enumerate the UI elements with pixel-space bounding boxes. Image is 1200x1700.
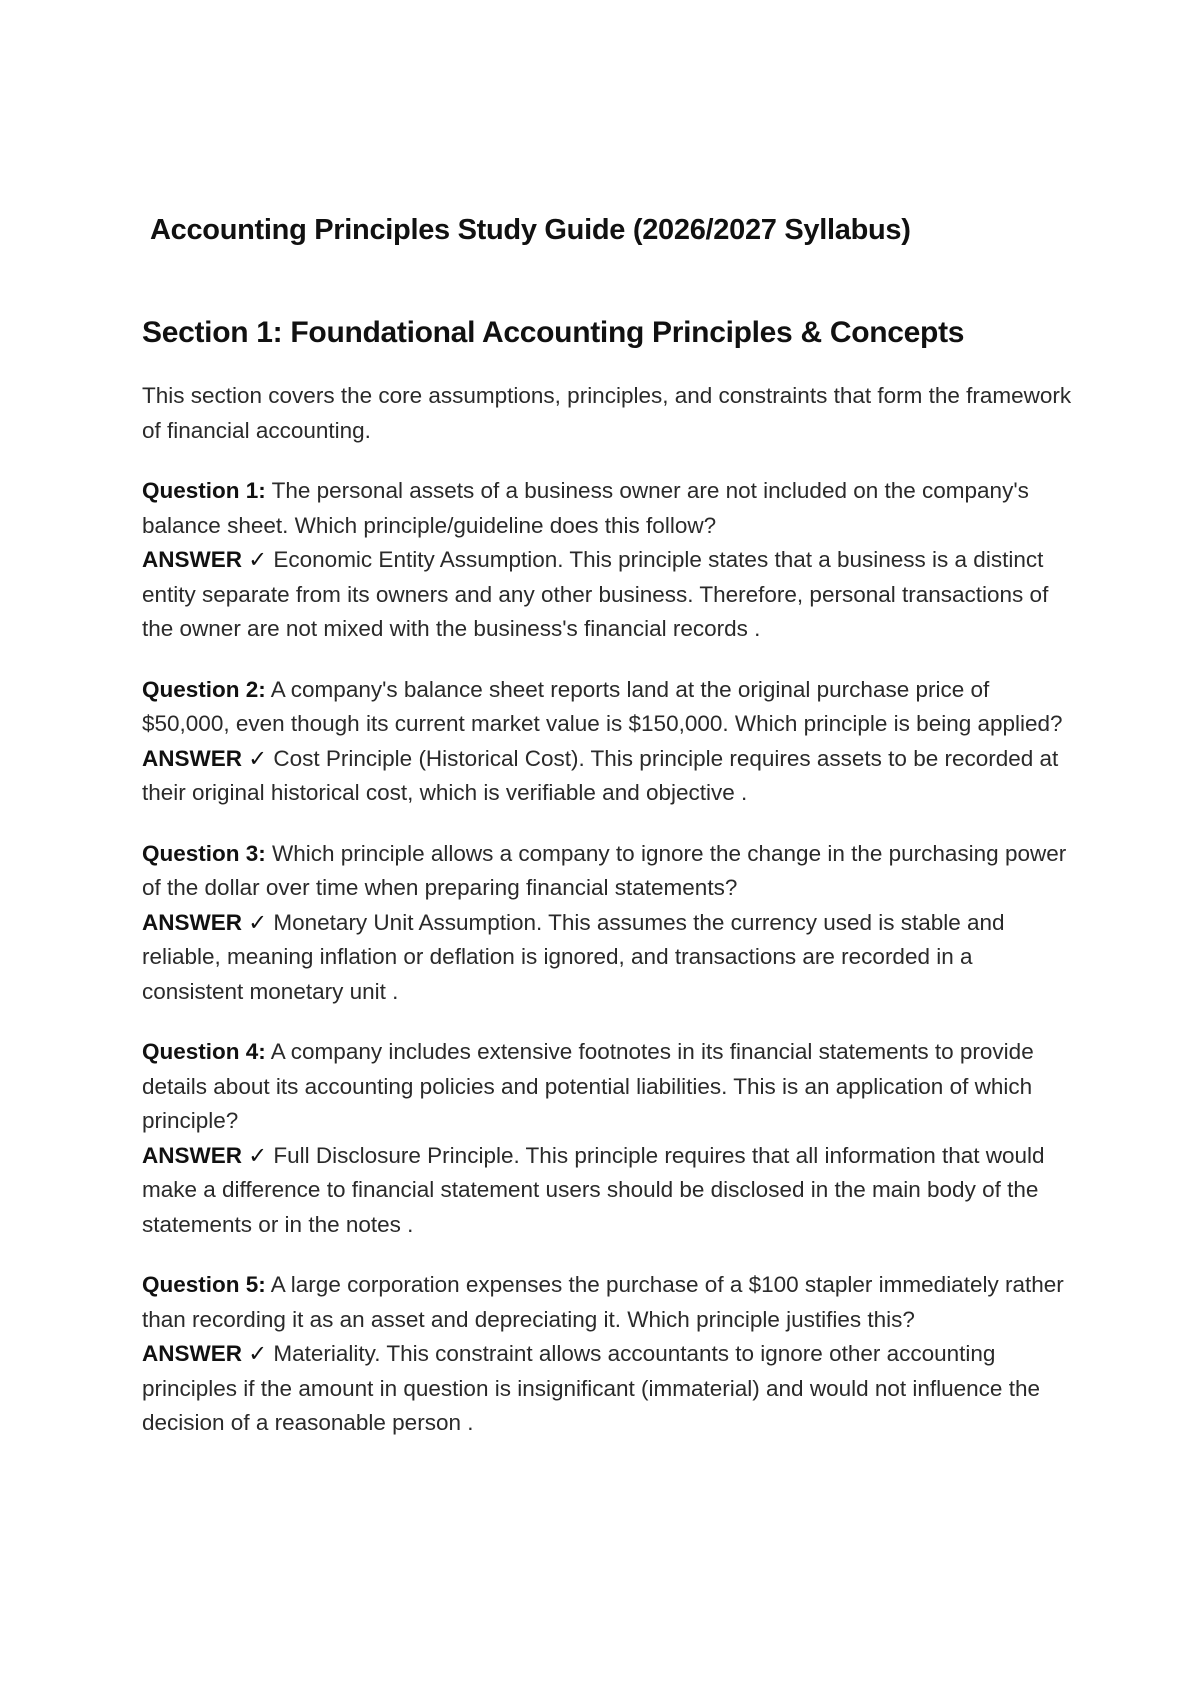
question-text [142, 837, 1077, 906]
answer-body: Cost Principle (Historical Cost). This principle requires assets to be recorded at their original historical cost, which is verifiable and objective . [142, 745, 1059, 805]
section-intro: This section covers the core assumptions, principles, and constraints that form the framework of financial accounting. [142, 383, 1072, 443]
checkmark-icon: ✓ [248, 547, 268, 572]
document-title: Accounting Principles Study Guide (2026/2027 Syllabus) [150, 214, 911, 246]
checkmark-icon: ✓ [248, 1341, 268, 1366]
question-text [142, 474, 1077, 543]
checkmark-icon: ✓ [248, 1142, 268, 1168]
question-text [142, 673, 1077, 742]
checkmark-icon: ✓ [248, 909, 268, 935]
answer-label: ANSWER [142, 745, 242, 771]
question-label: Question 1: [142, 478, 266, 503]
question-label: Question 2: [142, 676, 266, 702]
question-label: Question 5: [142, 1272, 266, 1297]
answer-label: ANSWER [142, 1341, 242, 1366]
question-body: A large corporation expenses the purchase of a $100 stapler immediately rather than recording it as an asset and depreciating it. Which principle justifies this? [142, 1272, 1064, 1332]
question-label: Question 3: [142, 840, 266, 866]
question-body: The personal assets of a business owner are not included on the company's balance sheet. Which principle/guideline does this follow? [142, 478, 1029, 538]
question-body: A company includes extensive footnotes in its financial statements to provide details about its accounting policies and potential liabilities. This is an application of which principle? [142, 1039, 1034, 1133]
answer-text [142, 1139, 1077, 1243]
answer-label: ANSWER [142, 1142, 242, 1168]
question-block-3 [142, 837, 1077, 1010]
answer-body: Economic Entity Assumption. This principle states that a business is a distinct entity separate from its owners and any other business. Therefore, personal transactions of the owner are not mixed with the business's financial records . [142, 547, 1049, 641]
answer-body: Full Disclosure Principle. This principle requires that all information that would make a difference to financial statement users should be disclosed in the main body of the statements or in the notes . [142, 1142, 1045, 1237]
question-text [142, 1035, 1077, 1139]
question-body: A company's balance sheet reports land at the original purchase price of $50,000, even though its current market value is $150,000. Which principle is being applied? [142, 676, 1063, 736]
section-heading: Section 1: Foundational Accounting Principles & Concepts [142, 316, 965, 349]
question-block-2 [142, 673, 1077, 811]
checkmark-icon: ✓ [248, 745, 268, 771]
question-label: Question 4: [142, 1039, 266, 1064]
answer-label: ANSWER [142, 547, 242, 572]
answer-text [142, 742, 1077, 811]
question-text [142, 1268, 1077, 1337]
answer-text [142, 906, 1077, 1010]
question-block-1 [142, 474, 1077, 647]
answer-body: Monetary Unit Assumption. This assumes the currency used is stable and reliable, meaning inflation or deflation is ignored, and transactions are recorded in a consistent monetary unit . [142, 909, 1005, 1004]
answer-text [142, 543, 1077, 647]
answer-text [142, 1337, 1077, 1441]
question-block-4 [142, 1035, 1077, 1242]
document-body [142, 316, 1077, 1467]
answer-body: Materiality. This constraint allows accountants to ignore other accounting principles if the amount in question is insignificant (immaterial) and would not influence the decision of a reasonable person . [142, 1341, 1040, 1435]
answer-label: ANSWER [142, 909, 242, 935]
question-block-5 [142, 1268, 1077, 1441]
question-body: Which principle allows a company to ignore the change in the purchasing power of the dollar over time when preparing financial statements? [142, 840, 1067, 900]
